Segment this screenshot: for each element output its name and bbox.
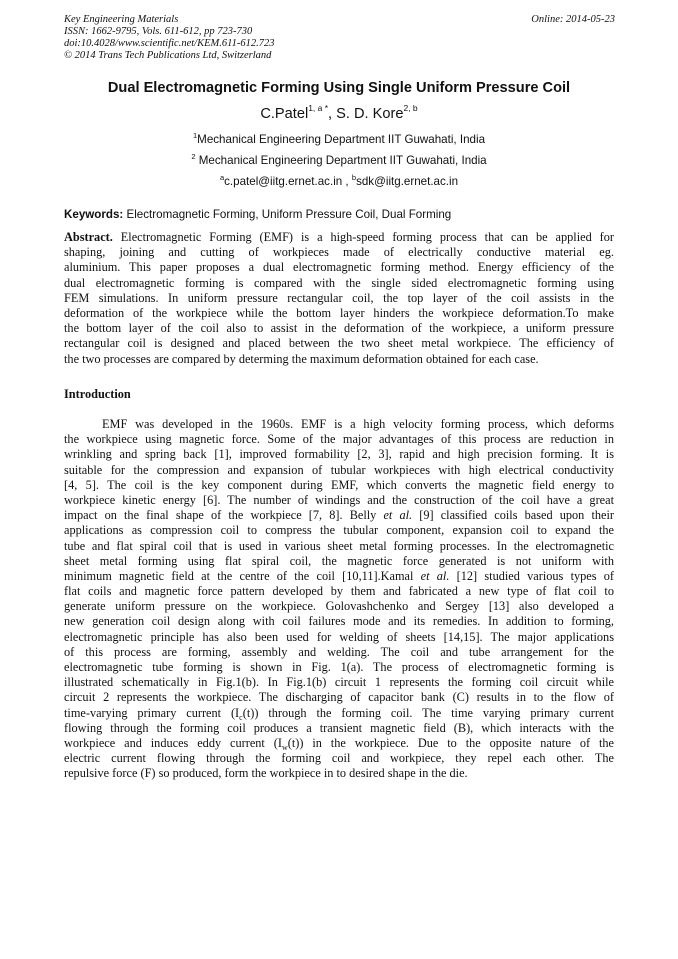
email-a: c.patel@iitg.ernet.ac.in ,	[224, 175, 352, 188]
intro-line: tube and flat spiral coil that is used in various sheet metal forming processes. In the electromagnetic	[64, 538, 614, 553]
abstract-line: dual electromagnetic forming is compared with the single sided electromagnetic forming using	[64, 275, 614, 290]
author-line	[0, 103, 678, 122]
intro-line: of this process are forming, assembly and welding. The coil and tube arrangement for the	[64, 644, 614, 659]
copyright-line: © 2014 Trans Tech Publications Ltd, Switzerland	[64, 50, 272, 61]
intro-line: flowing through the forming coil produces a transient magnetic field (B), which interacts with the	[64, 720, 614, 735]
intro-line: EMF was developed in the 1960s. EMF is a high velocity forming process, which deforms	[102, 417, 614, 431]
abstract-label: Abstract.	[64, 230, 113, 244]
intro-line: generate uniform pressure on the workpiece. Golovashchenko and Sergey [13] also developed a	[64, 599, 614, 614]
intro-line: electromagnetic tube forming is shown in Fig. 1(a). The process of electromagnetic forming is	[64, 660, 614, 674]
intro-line: circuit 2 represents the workpiece. The discharging of capacitor bank (C) results in to the flow of	[64, 690, 614, 705]
intro-line: sheet metal forming using flat spiral coil, the magnetic force generated is not uniform with	[64, 553, 614, 568]
intro-line: repulsive force (F) so produced, form the workpiece in to desired shape in the die.	[64, 766, 468, 781]
journal-name: Key Engineering Materials	[64, 14, 179, 25]
intro-line: [4, 5]. The coil is the key component during EMF, which converts the magnetic field energy to	[64, 477, 614, 492]
intro-line: the workpiece using magnetic force. Some of the major advantages of this process are reduction in	[64, 432, 614, 447]
intro-line: minimum magnetic field at the centre of the coil [10,11].Kamal et al. [12] studied various types of	[64, 568, 614, 583]
email-b: sdk@iitg.ernet.ac.in	[356, 175, 459, 188]
abstract-line: deformation of the workpiece while the bottom layer hinders the workpiece deformation.To make	[64, 305, 614, 320]
abstract-line: FEM simulations. In uniform pressure rectangular coil, the top layer of the coil assists in the	[64, 290, 614, 305]
intro-line: applications as compression coil to compress the tubular component, expansion coil to expand the	[64, 523, 614, 538]
email-a-superscript: a	[219, 173, 225, 182]
doi-line: doi:10.4028/www.scientific.net/KEM.611-612.723	[64, 38, 275, 49]
journal-header	[64, 14, 274, 62]
affiliation-2-text: Mechanical Engineering Department IIT Guwahati, India	[195, 154, 487, 167]
abstract-block	[64, 230, 614, 367]
affiliation-2-superscript: 2	[191, 152, 196, 161]
email-b-superscript: b	[351, 173, 357, 182]
subscript-c: c	[239, 712, 243, 721]
abstract-line: rectangular coil is designed and placed between the two sheet metal workpiece. The efficiency of	[64, 336, 614, 351]
citation-etal: et al.	[383, 508, 413, 523]
intro-line: electromagnetic principle has also been used for welding of sheets [14,15]. The major applications	[64, 629, 614, 644]
introduction-body	[64, 417, 614, 782]
subscript-w: w	[281, 742, 288, 752]
intro-line: flat coils and magnetic force pattern developed by them and fabricated a new type of flat coil to	[64, 584, 614, 599]
author-1-superscript: 1, a *	[308, 103, 329, 113]
keywords-text: Electromagnetic Forming, Uniform Pressure Coil, Dual Forming	[123, 208, 452, 221]
author-emails	[0, 173, 678, 188]
intro-line: impact on the final shape of the workpiece [7, 8]. Belly et al. [9] classified coils based upon their	[64, 508, 614, 523]
intro-line: workpiece kinetic energy [6]. The number of windings and the construction of the coil have a great	[64, 492, 614, 507]
citation-etal: et al.	[420, 568, 450, 583]
abstract-line: aluminium. This paper proposes a dual electromagnetic forming method. Energy efficiency of the	[64, 260, 614, 275]
keywords-label: Keywords:	[64, 208, 124, 221]
keywords-line	[64, 208, 451, 221]
author-2: , S. D. Kore	[328, 106, 404, 122]
introduction-heading: Introduction	[64, 387, 131, 401]
affiliation-1-text: Mechanical Engineering Department IIT Guwahati, India	[197, 133, 486, 146]
author-1: C.Patel	[260, 106, 309, 122]
issn-line: ISSN: 1662-9795, Vols. 611-612, pp 723-730	[64, 26, 253, 37]
abstract-line: the two processes are compared by determing the maximum deformation obtained for each case.	[64, 351, 539, 366]
affiliation-1	[0, 131, 678, 146]
abstract-line: the bottom layer of the coil also to assist in the deformation of the workpiece, a uniform pressure	[64, 321, 614, 336]
intro-line: workpiece and induces eddy current $(I_w(t))$ in the workpiece. Due to the opposite nature of the	[64, 735, 614, 752]
intro-line: wrinkling and spring back [1], improved formability [2, 3], rapid and high precision forming. It is	[64, 447, 614, 462]
abstract-line: shaping, joining and cutting of workpieces made of electrically conductive material eg.	[64, 245, 614, 260]
intro-line: electric current flowing through the forming coil and workpiece, they repel each other. The	[64, 751, 614, 766]
paper-title: Dual Electromagnetic Forming Using Single Uniform Pressure Coil	[107, 80, 571, 96]
intro-line: illustrated schematically in Fig.1(b). In Fig.1(b) circuit 1 represents the forming coil circuit while	[64, 675, 614, 690]
intro-line: time-varying primary current $(I_c(t))$ through the forming coil. The time varying primary current	[64, 705, 614, 721]
online-date: Online: 2014-05-23	[531, 14, 615, 25]
affiliation-2	[0, 152, 678, 167]
intro-line: new generation coil design along with coil failures mode and its remedies. In addition to forming,	[64, 614, 614, 629]
intro-line: suitable for the compression and expansion of tubular workpieces with high electrical conductivity	[64, 462, 614, 477]
author-2-superscript: 2, b	[403, 103, 418, 113]
abstract-line: Abstract. Electromagnetic Forming (EMF) is a high-speed forming process that can be applied for	[64, 230, 614, 244]
affiliation-1-superscript: 1	[192, 131, 198, 140]
